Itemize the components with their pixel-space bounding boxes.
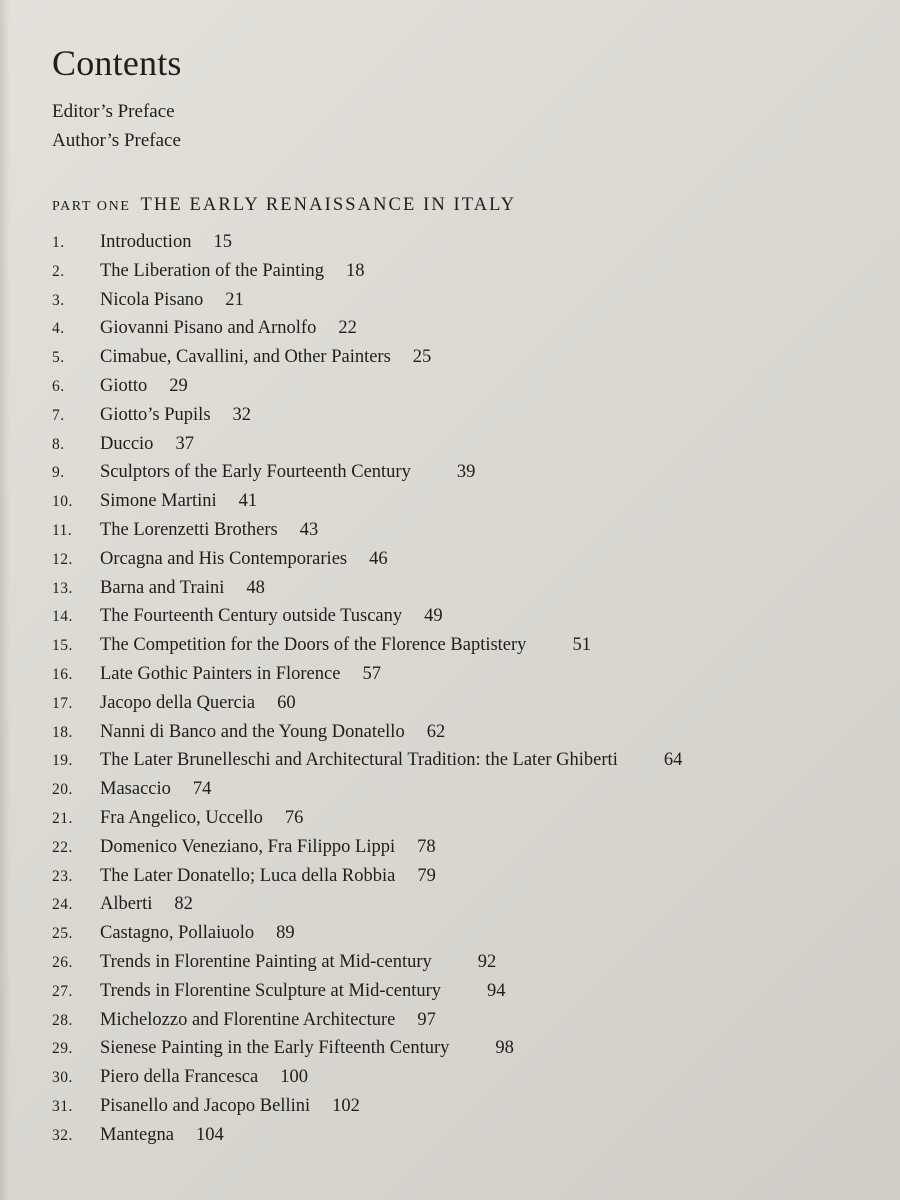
entry-page-number: 43 <box>299 519 319 540</box>
toc-entry <box>0 288 900 317</box>
toc-entry <box>0 374 900 403</box>
entry-page-number: 92 <box>477 951 497 972</box>
entry-page-number: 15 <box>213 232 232 252</box>
entry-page-number: 82 <box>174 894 193 915</box>
entry-page-number: 37 <box>175 433 194 454</box>
toc-entry <box>0 604 900 633</box>
toc-entry <box>0 259 900 288</box>
entry-title-line <box>100 232 232 253</box>
entry-title-line <box>100 376 188 397</box>
entry-number: 21. <box>52 809 73 827</box>
entry-page-number: 22 <box>338 318 357 339</box>
entry-number: 31. <box>52 1097 73 1115</box>
entry-title: Giotto’s Pupils <box>100 404 211 425</box>
entry-number: 6. <box>52 377 65 395</box>
entry-title: Sculptors of the Early Fourteenth Century <box>100 462 411 483</box>
entry-number: 22. <box>52 838 73 856</box>
entry-title-line <box>100 1038 514 1059</box>
entry-number: 20. <box>52 781 73 799</box>
entry-title: Cimabue, Cavallini, and Other Painters <box>100 347 391 368</box>
entry-number: 16. <box>52 665 73 683</box>
toc-entry <box>0 432 900 461</box>
entry-title: Nanni di Banco and the Young Donatello <box>100 721 405 742</box>
toc-entry <box>0 1008 900 1037</box>
entry-title-line <box>100 894 193 915</box>
entry-title: Michelozzo and Florentine Architecture <box>100 1009 396 1030</box>
toc-entry <box>0 835 900 864</box>
table-of-contents <box>0 230 900 1152</box>
entry-title-line <box>100 664 381 685</box>
entry-page-number: 74 <box>192 779 212 800</box>
entry-title: Nicola Pisano <box>100 289 204 310</box>
entry-number: 1. <box>52 234 65 251</box>
entry-page-number: 48 <box>246 577 265 598</box>
entry-page-number: 94 <box>487 980 506 1001</box>
toc-entry <box>0 316 900 345</box>
entry-number: 32. <box>52 1126 73 1144</box>
entry-page-number: 79 <box>417 865 436 886</box>
entry-page-number: 29 <box>169 375 188 396</box>
entry-title-line <box>100 981 506 1002</box>
entry-number: 28. <box>52 1011 73 1029</box>
entry-title: Trends in Florentine Painting at Mid-century <box>100 951 432 972</box>
entry-number: 25. <box>52 925 73 943</box>
entry-title: Giovanni Pisano and Arnolfo <box>100 318 317 339</box>
entry-title: Domenico Veneziano, Fra Filippo Lippi <box>100 836 396 857</box>
toc-entry <box>0 662 900 691</box>
entry-title-line <box>100 578 265 599</box>
toc-entry <box>0 892 900 921</box>
entry-title-line <box>100 635 591 656</box>
entry-page-number: 98 <box>495 1038 514 1059</box>
entry-title-line <box>100 261 365 282</box>
entry-title: Orcagna and His Contemporaries <box>100 548 348 569</box>
entry-title: Simone Martini <box>100 491 217 512</box>
entry-title-line <box>100 866 436 887</box>
entry-title-line <box>100 693 296 714</box>
entry-number: 19. <box>52 752 73 770</box>
entry-title: Introduction <box>100 232 192 252</box>
toc-entry <box>0 547 900 576</box>
entry-title-line <box>100 1096 360 1117</box>
entry-title: Trends in Florentine Sculpture at Mid-century <box>100 980 442 1001</box>
toc-entry <box>0 691 900 720</box>
entry-page-number: 41 <box>238 491 258 512</box>
entry-page-number: 64 <box>663 750 683 771</box>
entry-page-number: 76 <box>284 807 304 828</box>
entry-number: 18. <box>52 723 73 741</box>
entry-number: 24. <box>52 896 73 914</box>
entry-page-number: 60 <box>277 692 296 713</box>
entry-number: 9. <box>52 464 65 482</box>
page-title: Contents <box>52 43 182 83</box>
entry-page-number: 97 <box>417 1009 436 1030</box>
toc-entry <box>0 633 900 662</box>
entry-title-line <box>100 1010 436 1031</box>
toc-entry <box>0 489 900 518</box>
authors-preface-entry: Author’s Preface <box>52 130 181 151</box>
entry-title: Jacopo della Quercia <box>100 692 256 713</box>
toc-entry <box>0 1123 900 1152</box>
entry-page-number: 39 <box>456 462 476 483</box>
entry-title: Late Gothic Painters in Florence <box>100 663 341 684</box>
toc-entry <box>0 230 900 259</box>
entry-title-line <box>100 837 436 858</box>
entry-page-number: 89 <box>276 923 295 944</box>
editors-preface-entry: Editor’s Preface <box>52 101 175 122</box>
toc-entry <box>0 921 900 950</box>
entry-title: The Later Donatello; Luca della Robbia <box>100 865 396 886</box>
entry-number: 8. <box>52 435 65 453</box>
entry-page-number: 18 <box>346 260 365 281</box>
entry-title-line <box>100 520 318 541</box>
entry-number: 17. <box>52 694 73 712</box>
entry-page-number: 25 <box>412 347 432 368</box>
toc-entry <box>0 720 900 749</box>
entry-number: 3. <box>52 291 65 309</box>
entry-page-number: 49 <box>424 606 443 627</box>
entry-page-number: 104 <box>195 1124 224 1145</box>
part-title: THE EARLY RENAISSANCE IN ITALY <box>140 195 517 215</box>
entry-number: 14. <box>52 608 73 626</box>
entry-page-number: 32 <box>232 404 252 425</box>
toc-entry <box>0 950 900 979</box>
entry-number: 29. <box>52 1040 73 1058</box>
entry-title-line <box>100 290 244 311</box>
entry-title-line <box>100 491 257 512</box>
entry-title: Fra Angelico, Uccello <box>100 807 263 828</box>
toc-entry <box>0 979 900 1008</box>
entry-title: Giotto <box>100 375 148 396</box>
entry-title-line <box>100 808 303 829</box>
entry-title: Piero della Francesca <box>100 1067 259 1088</box>
entry-title: The Later Brunelleschi and Architectural Tradition: the Later Ghiberti <box>100 750 618 771</box>
entry-title-line <box>100 606 443 627</box>
toc-entry <box>0 1065 900 1094</box>
entry-title-line <box>100 1067 308 1088</box>
entry-number: 26. <box>52 953 73 971</box>
entry-title: Mantegna <box>100 1124 174 1145</box>
entry-page-number: 78 <box>417 836 436 857</box>
entry-number: 27. <box>52 982 73 1000</box>
toc-entry <box>0 518 900 547</box>
entry-title-line <box>100 347 431 368</box>
entry-number: 11. <box>52 521 73 539</box>
entry-title: Castagno, Pollaiuolo <box>100 923 255 944</box>
toc-entry <box>0 864 900 893</box>
toc-entry <box>0 748 900 777</box>
toc-entry <box>0 1094 900 1123</box>
entry-page-number: 46 <box>369 548 388 569</box>
entry-title: Alberti <box>100 894 153 915</box>
entry-number: 15. <box>52 637 73 655</box>
entry-title: Duccio <box>100 433 154 454</box>
entry-title: The Liberation of the Painting <box>100 260 324 281</box>
entry-title-line <box>100 750 682 771</box>
entry-title-line <box>100 434 194 455</box>
toc-entry <box>0 1036 900 1065</box>
entry-number: 4. <box>52 320 65 338</box>
entry-title-line <box>100 779 211 800</box>
entry-page-number: 57 <box>362 663 381 684</box>
entry-page-number: 102 <box>332 1095 360 1116</box>
toc-entry <box>0 403 900 432</box>
entry-title: Pisanello and Jacopo Bellini <box>100 1095 311 1116</box>
toc-entry <box>0 345 900 374</box>
toc-entry <box>0 777 900 806</box>
entry-number: 2. <box>52 262 65 280</box>
entry-title-line <box>100 923 295 944</box>
entry-number: 23. <box>52 867 73 885</box>
entry-title: The Fourteenth Century outside Tuscany <box>100 606 403 627</box>
entry-page-number: 100 <box>280 1067 308 1088</box>
entry-number: 12. <box>52 550 73 568</box>
part-heading <box>52 195 516 216</box>
entry-title: Sienese Painting in the Early Fifteenth Century <box>100 1038 450 1059</box>
toc-entry <box>0 460 900 489</box>
entry-title-line <box>100 722 445 743</box>
entry-title-line <box>100 405 251 426</box>
entry-title-line <box>100 318 357 339</box>
entry-page-number: 21 <box>225 289 244 310</box>
entry-page-number: 51 <box>572 635 591 656</box>
entry-title: The Lorenzetti Brothers <box>100 519 278 540</box>
part-label: PART ONE <box>52 199 131 214</box>
entry-title-line <box>100 462 475 483</box>
entry-title: Masaccio <box>100 779 171 800</box>
entry-title-line <box>100 549 388 570</box>
entry-number: 7. <box>52 406 65 424</box>
entry-title: The Competition for the Doors of the Florence Baptistery <box>100 635 527 656</box>
entry-number: 30. <box>52 1069 73 1087</box>
entry-page-number: 62 <box>426 721 446 742</box>
entry-title-line <box>100 1125 224 1146</box>
entry-title-line <box>100 952 496 973</box>
entry-number: 13. <box>52 579 73 597</box>
entry-title: Barna and Traini <box>100 577 225 598</box>
entry-number: 10. <box>52 493 73 511</box>
entry-number: 5. <box>52 349 65 367</box>
toc-entry <box>0 576 900 605</box>
toc-entry <box>0 806 900 835</box>
